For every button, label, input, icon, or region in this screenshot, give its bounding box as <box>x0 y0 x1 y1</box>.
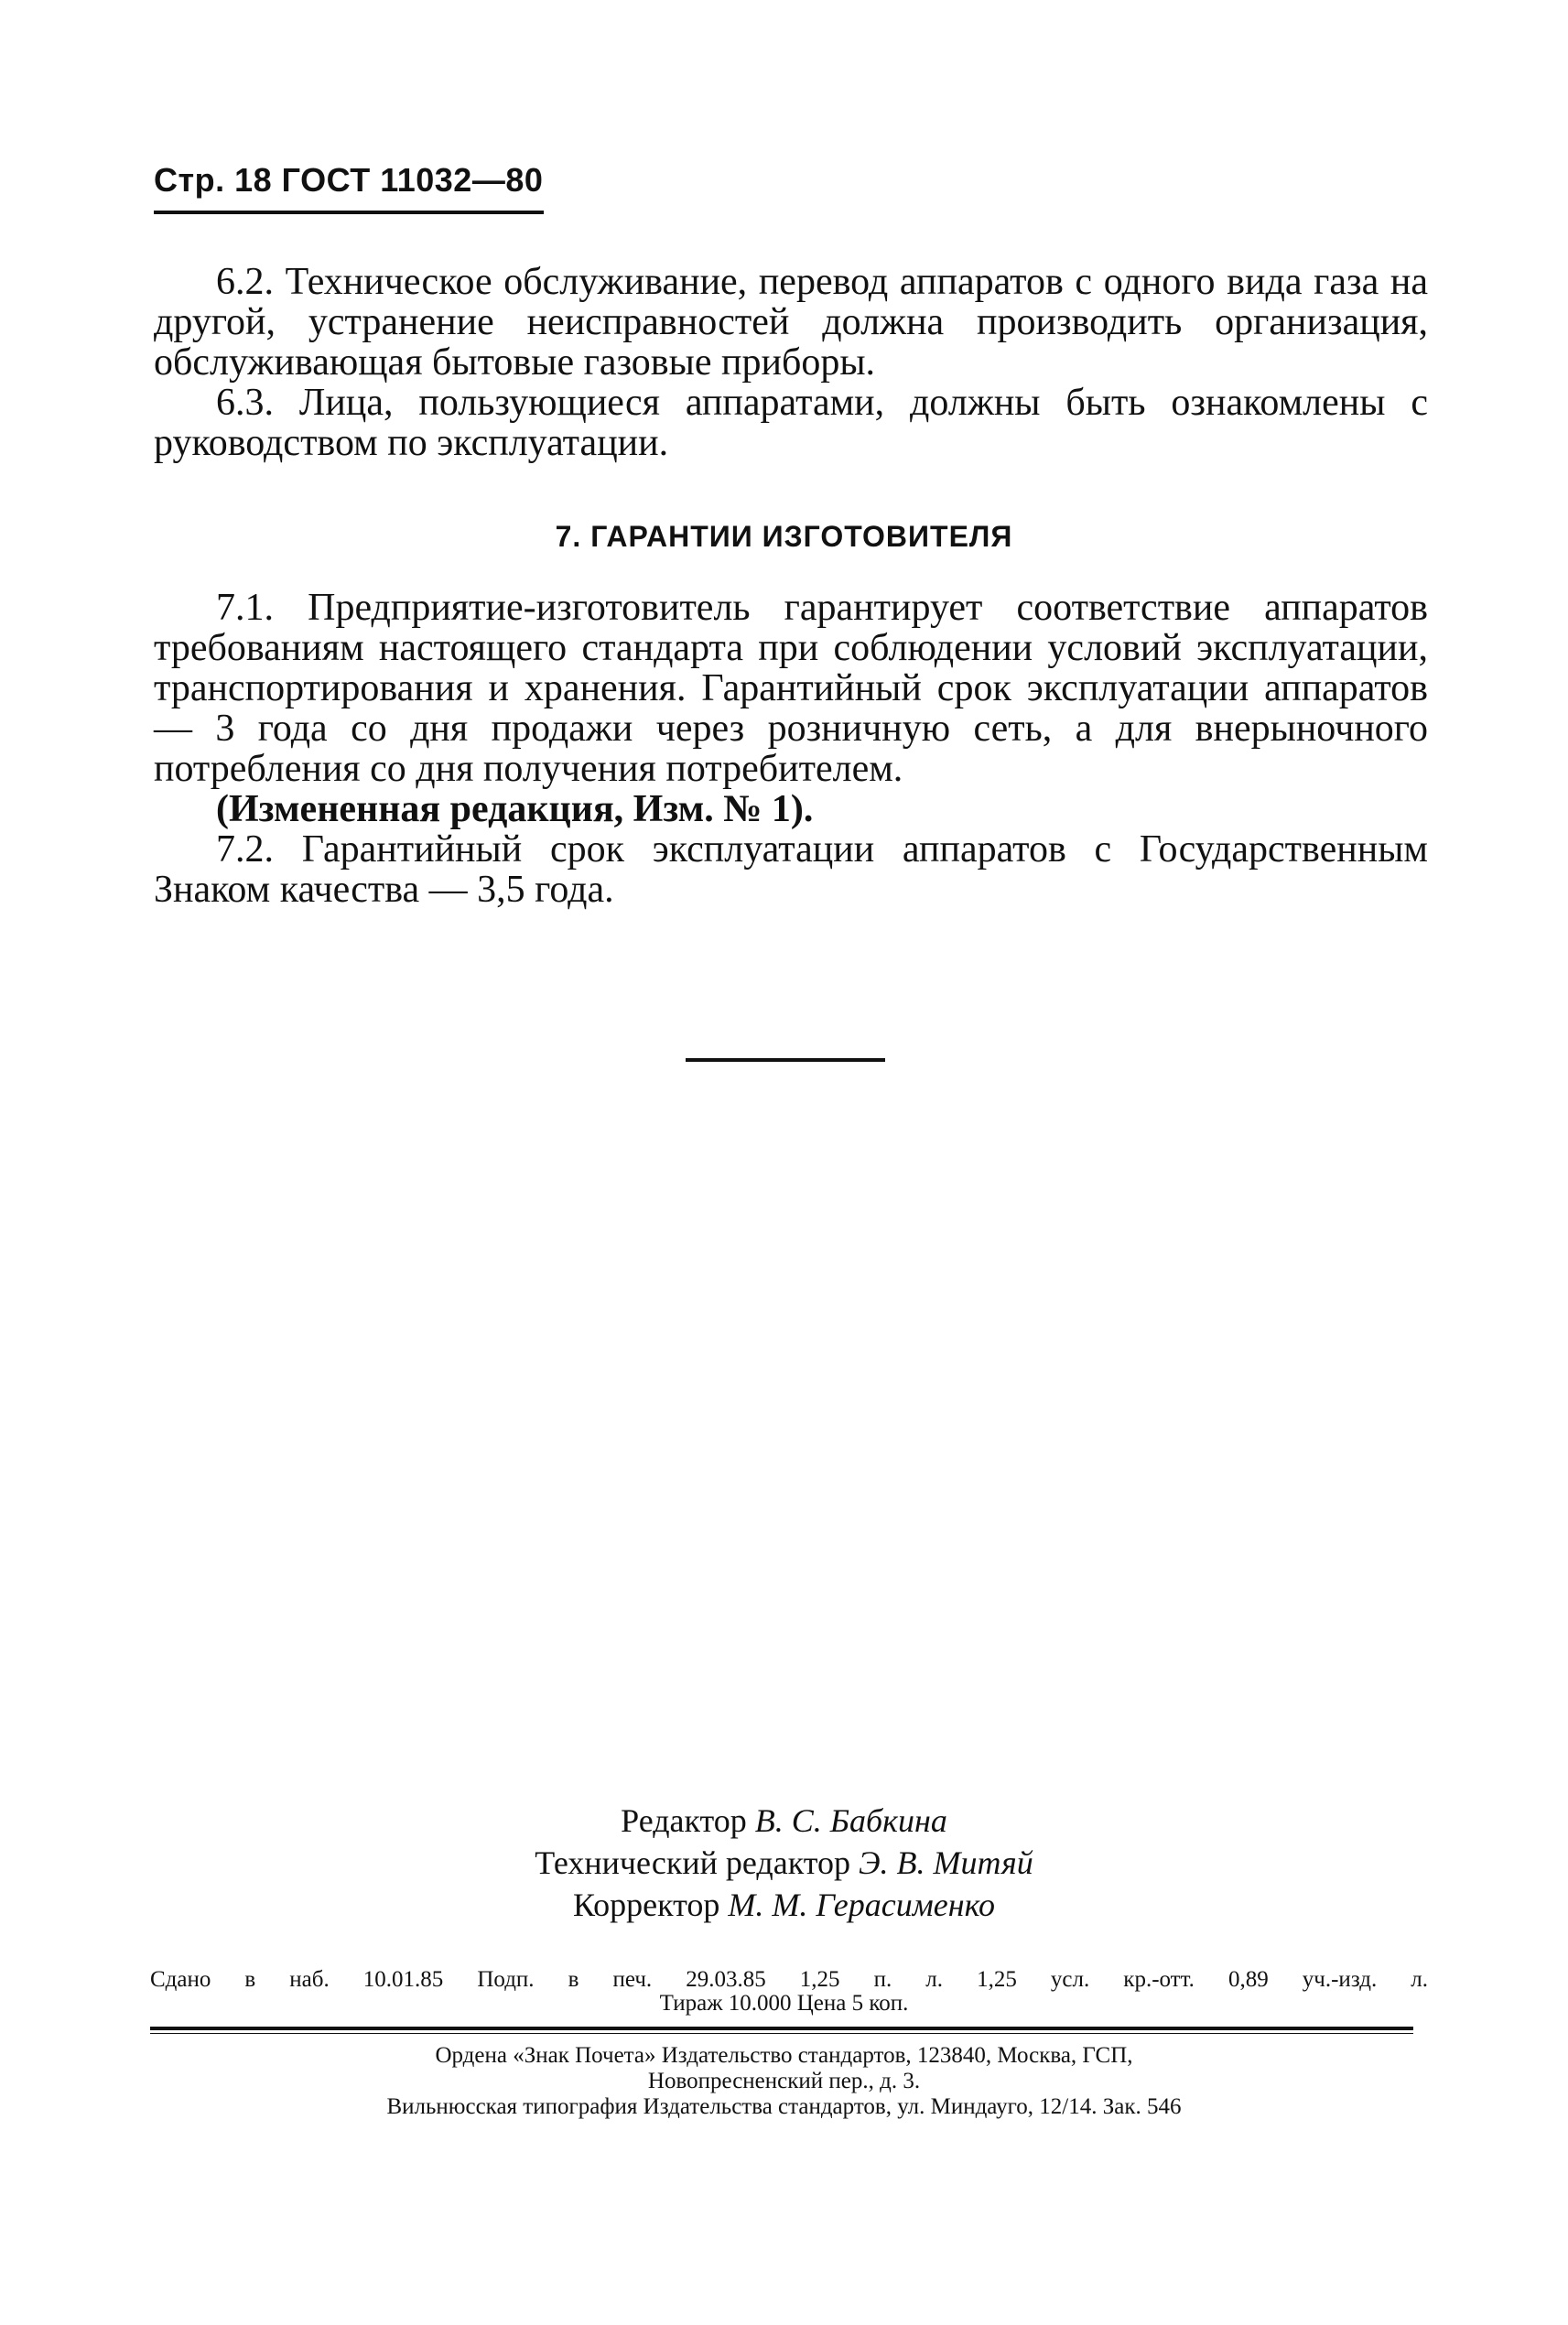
running-head: Стр. 18 ГОСТ 11032—80 <box>154 161 544 199</box>
editor-line <box>0 1800 1568 1842</box>
paragraph-7-2: 7.2. Гарантийный срок эксплуатации аппаратов с Государственным Знаком качества — 3,5 года. <box>154 828 1428 911</box>
section-end-rule <box>686 1058 885 1062</box>
paragraph-6-2: 6.2. Техническое обслуживание, перевод аппаратов с одного вида газа на другой, устранение неисправностей должна производить организация, обслуживающая бытовые газовые приборы. <box>154 261 1428 384</box>
header-rule <box>154 211 544 214</box>
imprint-rule-thin <box>150 2033 1413 2034</box>
publisher-line-2: Новопресненский пер., д. 3. <box>647 2069 921 2093</box>
paragraph-6-3: 6.3. Лица, пользующиеся аппаратами, должны быть ознакомлены с руководством по эксплуатации. <box>154 382 1428 464</box>
print-data: Сдано в наб. 10.01.85 Подп. в печ. 29.03.85 1,25 п. л. 1,25 усл. кр.-отт. 0,89 уч.-изд. л. <box>150 1967 1428 1992</box>
section-6-body <box>154 262 1428 463</box>
proofreader-name: М. М. Герасименко <box>728 1887 996 1923</box>
amendment-note: (Измененная редакция, Изм. № 1). <box>216 788 814 830</box>
proofreader-line <box>0 1884 1568 1926</box>
imprint-rule-thick <box>150 2027 1413 2030</box>
editor-label: Редактор <box>621 1802 747 1839</box>
paragraph-7-1: 7.1. Предприятие-изготовитель гарантирует соответствие аппаратов требованиям настоящего стандарта при соблюдении условий эксплуатации, транспортирования и хранения. Гарантийный срок эксплуатации аппаратов — 3 года со дня продажи через розничную сеть, а для внерыночного потребления со дня получения потребителем. <box>154 587 1428 790</box>
tech-editor-label: Технический редактор <box>535 1844 850 1881</box>
proofreader-label: Корректор <box>572 1887 720 1923</box>
publisher-line-1: Ордена «Знак Почета» Издательство стандартов, 123840, Москва, ГСП, <box>435 2043 1133 2068</box>
printer-line: Вильнюсская типография Издательства стандартов, ул. Миндауго, 12/14. Зак. 546 <box>386 2094 1182 2119</box>
section-7-heading: 7. ГАРАНТИИ ИЗГОТОВИТЕЛЯ <box>555 520 1013 553</box>
credits-block <box>0 1800 1568 1926</box>
section-7-body <box>154 588 1428 910</box>
tech-editor-line <box>0 1842 1568 1884</box>
publisher-info <box>0 2043 1568 2120</box>
circulation-price: Тираж 10.000 Цена 5 коп. <box>659 1991 909 2016</box>
editor-name: В. С. Бабкина <box>754 1802 947 1839</box>
tech-editor-name: Э. В. Митяй <box>858 1844 1033 1881</box>
